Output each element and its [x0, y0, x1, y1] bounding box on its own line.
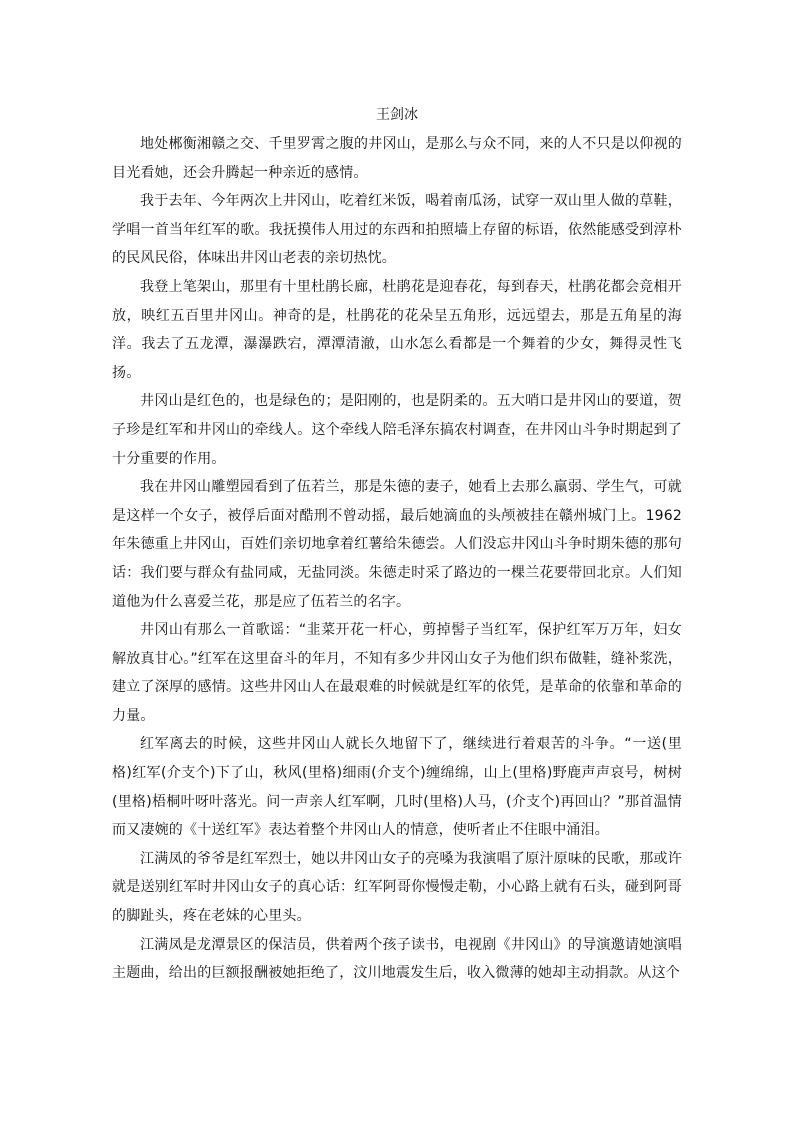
paragraph-4: 井冈山是红色的，也是绿色的；是阳刚的，也是阴柔的。五大哨口是井冈山的要道，贺子珍是红军和井冈山的牵线人。这个牵线人陪毛泽东搞农村调查，在井冈山斗争时期起到了十分重要的作用。 [112, 393, 682, 467]
author-name: 王剑冰 [376, 107, 418, 123]
paragraph-5: 我在井冈山雕塑园看到了伍若兰，那是朱德的妻子，她看上去那么羸弱、学生气，可就是这样一个女子，被俘后面对酷刑不曾动摇，最后她滴血的头颅被挂在赣州城门上。1962年朱德重上井冈山，百姓们亲切地拿着红薯给朱德尝。人们没忘井冈山斗争时期朱德的那句话：我们要与群众有盐同咸，无盐同淡。朱德走时采了路边的一棵兰花要带回北京。人们知道他为什么喜爱兰花，那是应了伍若兰的名字。 [112, 479, 682, 610]
paragraph-3: 我登上笔架山，那里有十里杜鹃长廊，杜鹃花是迎春花，每到春天，杜鹃花都会竞相开放，映红五百里井冈山。神奇的是，杜鹃花的花朵呈五角形，远远望去，那是五角星的海洋。我去了五龙潭，瀑瀑跌宕，潭潭清澈，山水怎么看都是一个舞着的少女，舞得灵性飞扬。 [112, 278, 682, 381]
paragraph-6: 井冈山有那么一首歌谣：“韭菜开花一杆心，剪掉髻子当红军，保护红军万万年，妇女解放真甘心。”红军在这里奋斗的年月，不知有多少井冈山女子为他们织布做鞋，缝补浆洗，建立了深厚的感情。这些井冈山人在最艰难的时候就是红军的依凭，是革命的依靠和革命的力量。 [112, 622, 682, 724]
paragraph-2: 我于去年、今年两次上井冈山，吃着红米饭，喝着南瓜汤，试穿一双山里人做的草鞋，学唱一首当年红军的歌。我抚摸伟人用过的东西和拍照墙上存留的标语，依然能感受到淳朴的民风民俗，体味出井冈山老表的亲切热忱。 [112, 193, 682, 267]
paragraph-8: 江满凤的爷爷是红军烈士，她以井冈山女子的亮嗓为我演唱了原汁原味的民歌，那或许就是送别红军时井冈山女子的真心话：红军阿哥你慢慢走勒，小心路上就有石头，碰到阿哥的脚趾头，疼在老妹的心里头。 [112, 850, 682, 925]
paragraph-1: 地处郴衡湘赣之交、千里罗霄之腹的井冈山，是那么与众不同，来的人不只是以仰视的目光看她，还会升腾起一种亲近的感情。 [112, 136, 682, 181]
document-page [112, 102, 682, 988]
paragraph-9: 江满凤是龙潭景区的保洁员，供着两个孩子读书，电视剧《井冈山》的导演邀请她演唱主题曲，给出的巨额报酬被她拒绝了，汶川地震发生后，收入微薄的她却主动捐款。从这个 [112, 936, 682, 982]
paragraph-7: 红军离去的时候，这些井冈山人就长久地留下了，继续进行着艰苦的斗争。“一送(里格)红军(介支个)下了山，秋风(里格)细雨(介支个)缠绵绵，山上(里格)野鹿声声哀号，树树(里格)梧桐叶呀叶落光。问一声亲人红军啊，几时(里格)人马，(介支个)再回山？”那首温情而又凄婉的《十送红军》表达着整个井冈山人的情意，使听者止不住眼中涌泪。 [112, 736, 682, 839]
